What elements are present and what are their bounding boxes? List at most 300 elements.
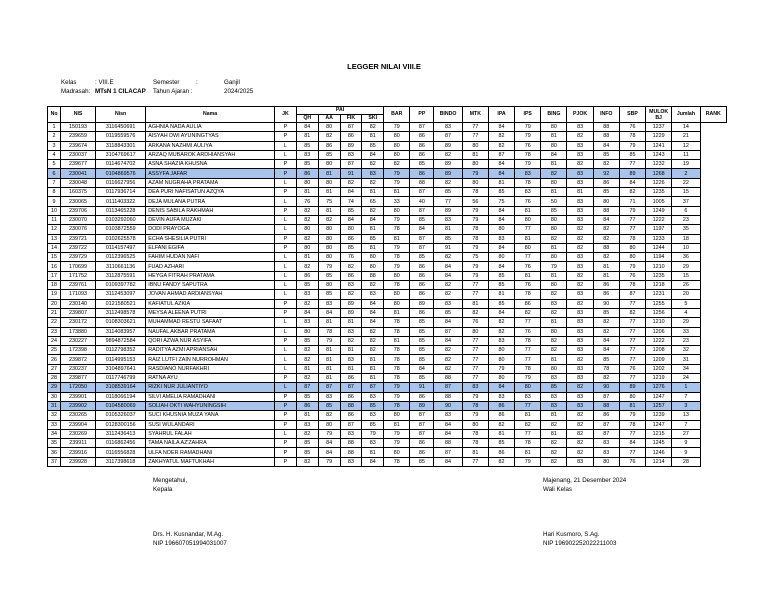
cell-nis: 230065 — [61, 197, 96, 206]
cell-mtk: 79 — [462, 411, 488, 420]
cell-info: 88 — [593, 206, 619, 215]
cell-nama: SYAHRUL FALAH — [146, 429, 275, 438]
cell-jk: P — [275, 123, 297, 132]
cell-ski: 83 — [362, 392, 384, 401]
cell-jk: P — [275, 439, 297, 448]
table-row — [48, 178, 727, 187]
cell-nama: ARZAQ MUBAROK ARDHIANSYAH — [146, 150, 275, 159]
cell-ips: 82 — [515, 308, 541, 317]
cell-mtk: 77 — [462, 281, 488, 290]
cell-pp: 86 — [410, 262, 434, 271]
cell-mulok: 1210 — [646, 318, 672, 327]
cell-qh: 82 — [296, 234, 318, 243]
cell-bar: 80 — [384, 290, 410, 299]
cell-nama: KAFIATUL AZKIA — [146, 299, 275, 308]
cell-bing: 81 — [541, 429, 567, 438]
cell-mulok: 1247 — [646, 392, 672, 401]
table-row — [48, 234, 727, 243]
cell-jumlah: 22 — [672, 178, 700, 187]
cell-qh: 85 — [296, 141, 318, 150]
cell-mtk: 77 — [462, 346, 488, 355]
cell-fik: 82 — [340, 262, 362, 271]
cell-ipa: 79 — [488, 364, 514, 373]
cell-pp: 85 — [410, 336, 434, 345]
cell-fik: 80 — [340, 225, 362, 234]
cell-sbp: 77 — [619, 336, 645, 345]
cell-aa: 82 — [318, 132, 340, 141]
cell-jumlah: 7 — [672, 420, 700, 429]
cell-ips: 81 — [515, 271, 541, 280]
cell-ipa: 80 — [488, 346, 514, 355]
cell-nama: ECHA SHESILIA PUTRI — [146, 234, 275, 243]
cell-sbp: 87 — [619, 290, 645, 299]
cell-nis: 150193 — [61, 123, 96, 132]
cell-pp: 86 — [410, 281, 434, 290]
cell-info: 88 — [593, 401, 619, 410]
cell-bindo: 83 — [434, 411, 462, 420]
cell-bing: 80 — [541, 364, 567, 373]
cell-ipa: 83 — [488, 234, 514, 243]
cell-ipa: 82 — [488, 132, 514, 141]
cell-nama: DODI PRAYOGA — [146, 225, 275, 234]
cell-bing: 82 — [541, 234, 567, 243]
cell-mtk: 77 — [462, 132, 488, 141]
cell-pjok: 83 — [567, 374, 593, 383]
cell-mtk: 80 — [462, 420, 488, 429]
cell-bing: 85 — [541, 383, 567, 392]
cell-nama: ARKANA NAZHMI AULIYA — [146, 141, 275, 150]
cell-info: 80 — [593, 457, 619, 466]
cell-info: 83 — [593, 439, 619, 448]
cell-ski: 82 — [362, 336, 384, 345]
cell-pp: 85 — [410, 346, 434, 355]
cell-ipa: 82 — [488, 457, 514, 466]
cell-ips: 78 — [515, 336, 541, 345]
cell-jk: P — [275, 234, 297, 243]
cell-pjok: 83 — [567, 178, 593, 187]
madrasah-value: MTsN 1 CILACAP — [95, 88, 146, 95]
cell-pp: 89 — [410, 401, 434, 410]
cell-jumlah: 18 — [672, 234, 700, 243]
cell-info: 84 — [593, 336, 619, 345]
homeroom-signature — [543, 476, 626, 548]
table-row — [48, 225, 727, 234]
cell-bar: 79 — [384, 169, 410, 178]
col-mulok: MULOK BJ — [646, 107, 672, 123]
cell-bindo: 83 — [434, 123, 462, 132]
cell-nis: 230048 — [61, 178, 96, 187]
cell-nisn: 3112498578 — [96, 308, 146, 317]
cell-nama: ZAKHYATUL MAFTUKHAH — [146, 457, 275, 466]
cell-ipa: 84 — [488, 383, 514, 392]
cell-ski: 80 — [362, 253, 384, 262]
cell-fik: 88 — [340, 448, 362, 457]
cell-ips: 76 — [515, 262, 541, 271]
cell-nis: 239916 — [61, 448, 96, 457]
cell-bindo: 84 — [434, 318, 462, 327]
table-row — [48, 318, 727, 327]
cell-info: 82 — [593, 374, 619, 383]
cell-mulok: 1005 — [646, 197, 672, 206]
cell-sbp: 77 — [619, 160, 645, 169]
cell-sbp: 80 — [619, 243, 645, 252]
cell-pp: 85 — [410, 327, 434, 336]
cell-mtk: 77 — [462, 364, 488, 373]
cell-sbp: 77 — [619, 215, 645, 224]
cell-ips: 81 — [515, 234, 541, 243]
cell-nis: 239706 — [61, 206, 96, 215]
grades-table — [47, 106, 727, 467]
cell-no: 37 — [48, 457, 61, 466]
cell-fik: 84 — [340, 215, 362, 224]
cell-nisn: 0112396525 — [96, 253, 146, 262]
cell-info: 82 — [593, 327, 619, 336]
cell-no: 14 — [48, 243, 61, 252]
cell-no: 2 — [48, 132, 61, 141]
cell-pp: 87 — [410, 206, 434, 215]
cell-ski: 84 — [362, 457, 384, 466]
cell-bing: 80 — [541, 178, 567, 187]
cell-qh: 76 — [296, 197, 318, 206]
cell-bindo: 84 — [434, 429, 462, 438]
cell-pp: 87 — [410, 123, 434, 132]
cell-bindo: 81 — [434, 225, 462, 234]
cell-bar: 79 — [384, 243, 410, 252]
table-row — [48, 448, 727, 457]
cell-aa: 84 — [318, 448, 340, 457]
cell-jumlah: 24 — [672, 374, 700, 383]
cell-mulok: 1247 — [646, 420, 672, 429]
cell-aa: 80 — [318, 160, 340, 169]
cell-pp: 85 — [410, 215, 434, 224]
cell-jumlah: 19 — [672, 160, 700, 169]
cell-pp: 85 — [410, 457, 434, 466]
cell-aa: 83 — [318, 299, 340, 308]
cell-ski: 85 — [362, 234, 384, 243]
cell-nisn: 0116556828 — [96, 448, 146, 457]
cell-mulok: 1231 — [646, 290, 672, 299]
cell-bing: 83 — [541, 374, 567, 383]
cell-mtk: 80 — [462, 327, 488, 336]
cell-aa: 81 — [318, 318, 340, 327]
tahun-value: 2024/2025 — [224, 88, 254, 95]
cell-aa: 80 — [318, 243, 340, 252]
cell-ipa: 84 — [488, 308, 514, 317]
cell-bar: 80 — [384, 411, 410, 420]
cell-bing: 50 — [541, 197, 567, 206]
cell-pjok: 81 — [567, 188, 593, 197]
cell-fik: 86 — [340, 234, 362, 243]
cell-ips: 82 — [515, 420, 541, 429]
cell-no: 18 — [48, 281, 61, 290]
cell-jk: L — [275, 290, 297, 299]
cell-no: 34 — [48, 429, 61, 438]
col-pjok: PJOK — [567, 107, 593, 123]
cell-mulok: 1202 — [646, 364, 672, 373]
cell-sbp: 78 — [619, 420, 645, 429]
cell-jumlah: 26 — [672, 281, 700, 290]
cell-ski: 81 — [362, 225, 384, 234]
cell-qh: 82 — [296, 262, 318, 271]
cell-jk: P — [275, 336, 297, 345]
cell-bindo: 87 — [434, 327, 462, 336]
cell-jk: P — [275, 160, 297, 169]
cell-ski: 83 — [362, 169, 384, 178]
cell-sbp: 79 — [619, 141, 645, 150]
cell-bar: 80 — [384, 132, 410, 141]
homeroom-name: Hari Kusmoro, S.Ag. — [543, 531, 600, 538]
cell-aa: 80 — [318, 123, 340, 132]
cell-pp: 86 — [410, 290, 434, 299]
cell-jumlah: 27 — [672, 429, 700, 438]
cell-nisn: 0113465228 — [96, 206, 146, 215]
cell-qh: 83 — [296, 150, 318, 159]
cell-sbp: 89 — [619, 169, 645, 178]
cell-no: 28 — [48, 374, 61, 383]
cell-bindo: 77 — [434, 197, 462, 206]
cell-nis: 239807 — [61, 308, 96, 317]
cell-mulok: 1249 — [646, 206, 672, 215]
header-row — [48, 107, 727, 115]
cell-aa: 81 — [318, 346, 340, 355]
cell-nisn: 0108303621 — [96, 318, 146, 327]
cell-mulok: 1226 — [646, 178, 672, 187]
cell-ski: 85 — [362, 420, 384, 429]
cell-sbp: 76 — [619, 364, 645, 373]
cell-bindo: 87 — [434, 132, 462, 141]
kelas-value: : VIII.E — [95, 79, 114, 86]
cell-nis: 239872 — [61, 355, 96, 364]
cell-ipa: 80 — [488, 225, 514, 234]
cell-bar: 78 — [384, 346, 410, 355]
semester-label: Semester — [153, 79, 180, 86]
cell-ips: 79 — [515, 457, 541, 466]
cell-bar: 82 — [384, 160, 410, 169]
cell-pp: 85 — [410, 318, 434, 327]
cell-nisn: 0112798352 — [96, 346, 146, 355]
kelas-label: Kelas — [61, 79, 77, 86]
cell-ski: 84 — [362, 150, 384, 159]
cell-pp: 88 — [410, 178, 434, 187]
cell-nama: AGHNIA NADA AULIA — [146, 123, 275, 132]
cell-mtk: 83 — [462, 383, 488, 392]
cell-aa: 84 — [318, 439, 340, 448]
cell-info: 87 — [593, 429, 619, 438]
cell-sbp: 80 — [619, 253, 645, 262]
cell-jk: L — [275, 215, 297, 224]
cell-pjok: 82 — [567, 383, 593, 392]
cell-ipa: 82 — [488, 318, 514, 327]
cell-qh: 85 — [296, 281, 318, 290]
cell-fik: 89 — [340, 308, 362, 317]
cell-mulok: 1256 — [646, 308, 672, 317]
cell-mtk: 78 — [462, 225, 488, 234]
place-date: Majenang, 21 Desember 2024 — [543, 477, 627, 484]
cell-jk: L — [275, 141, 297, 150]
cell-qh: 85 — [296, 439, 318, 448]
cell-pjok: 82 — [567, 160, 593, 169]
cell-ipa: 84 — [488, 169, 514, 178]
cell-bar: 79 — [384, 262, 410, 271]
cell-jumlah: 6 — [672, 206, 700, 215]
cell-pp: 85 — [410, 355, 434, 364]
cell-nisn: 0114157497 — [96, 243, 146, 252]
cell-mtk: 77 — [462, 457, 488, 466]
table-row — [48, 392, 727, 401]
cell-no: 24 — [48, 336, 61, 345]
cell-bing: 80 — [541, 225, 567, 234]
cell-fik: 82 — [340, 290, 362, 299]
cell-info: 82 — [593, 318, 619, 327]
cell-sbp: 76 — [619, 457, 645, 466]
cell-nisn: 0117746799 — [96, 374, 146, 383]
cell-ips: 77 — [515, 429, 541, 438]
cell-bar: 78 — [384, 225, 410, 234]
cell-bar: 78 — [384, 401, 410, 410]
cell-pjok: 82 — [567, 243, 593, 252]
cell-bing: 80 — [541, 327, 567, 336]
cell-fik: 81 — [340, 346, 362, 355]
cell-bing: 81 — [541, 318, 567, 327]
cell-mulok: 1237 — [646, 123, 672, 132]
cell-aa: 80 — [318, 281, 340, 290]
cell-pjok: 83 — [567, 262, 593, 271]
cell-ipa: 81 — [488, 178, 514, 187]
cell-fik: 82 — [340, 336, 362, 345]
cell-nama: MEYSA ALEENA PUTRI — [146, 308, 275, 317]
cell-qh: 84 — [296, 308, 318, 317]
cell-jk: L — [275, 318, 297, 327]
table-row — [48, 374, 727, 383]
cell-ips: 80 — [515, 243, 541, 252]
cell-jumlah: 34 — [672, 364, 700, 373]
cell-bing: 82 — [541, 439, 567, 448]
cell-no: 19 — [48, 290, 61, 299]
cell-mtk: 79 — [462, 243, 488, 252]
cell-nisn: 0114995153 — [96, 355, 146, 364]
cell-mtk: 79 — [462, 215, 488, 224]
semester-sep: : — [196, 79, 198, 86]
cell-jk: P — [275, 188, 297, 197]
cell-mulok: 1257 — [646, 401, 672, 410]
cell-bing: 82 — [541, 457, 567, 466]
cell-bindo: 88 — [434, 439, 462, 448]
cell-aa: 78 — [318, 327, 340, 336]
cell-aa: 82 — [318, 215, 340, 224]
col-rank: RANK — [700, 107, 726, 123]
grades-body — [48, 123, 727, 467]
cell-aa: 81 — [318, 355, 340, 364]
cell-info: 85 — [593, 355, 619, 364]
cell-no: 27 — [48, 364, 61, 373]
cell-bindo: 84 — [434, 271, 462, 280]
cell-ski: 81 — [362, 243, 384, 252]
cell-fik: 81 — [340, 318, 362, 327]
cell-pjok: 83 — [567, 336, 593, 345]
cell-fik: 86 — [340, 392, 362, 401]
cell-bindo: 82 — [434, 253, 462, 262]
cell-bing: 83 — [541, 401, 567, 410]
cell-pjok: 83 — [567, 197, 593, 206]
cell-no: 11 — [48, 215, 61, 224]
cell-mulok: 1246 — [646, 448, 672, 457]
cell-ski: 65 — [362, 197, 384, 206]
cell-bindo: 85 — [434, 234, 462, 243]
cell-bindo: 85 — [434, 308, 462, 317]
cell-bar: 78 — [384, 253, 410, 262]
cell-qh: 80 — [296, 178, 318, 187]
col-bindo: BINDO — [434, 107, 462, 123]
cell-qh: 82 — [296, 299, 318, 308]
cell-pjok: 83 — [567, 206, 593, 215]
cell-nis: 239721 — [61, 234, 96, 243]
cell-jumlah: 15 — [672, 271, 700, 280]
cell-pp: 86 — [410, 141, 434, 150]
cell-info: 92 — [593, 169, 619, 178]
cell-ips: 80 — [515, 215, 541, 224]
cell-ips: 77 — [515, 355, 541, 364]
cell-fik: 83 — [340, 281, 362, 290]
cell-bing: 80 — [541, 281, 567, 290]
col-nis: NIS — [61, 107, 96, 123]
cell-mtk: 79 — [462, 206, 488, 215]
cell-qh: 86 — [296, 271, 318, 280]
cell-ipa: 85 — [488, 281, 514, 290]
cell-qh: 85 — [296, 392, 318, 401]
cell-pp: 89 — [410, 299, 434, 308]
cell-bindo: 88 — [434, 374, 462, 383]
cell-ski: 82 — [362, 206, 384, 215]
cell-bar: 79 — [384, 215, 410, 224]
cell-info: 90 — [593, 383, 619, 392]
cell-sbp: 82 — [619, 308, 645, 317]
cell-sbp: 82 — [619, 188, 645, 197]
cell-nisn: 3104897641 — [96, 364, 146, 373]
cell-bing: 81 — [541, 160, 567, 169]
cell-mulok: 1276 — [646, 383, 672, 392]
cell-mtk: 81 — [462, 299, 488, 308]
cell-pjok: 82 — [567, 234, 593, 243]
principal-nip: NIP 196607051994031007 — [153, 540, 227, 547]
cell-pp: 86 — [410, 392, 434, 401]
cell-nis: 172050 — [61, 383, 96, 392]
cell-nama: DEVIN AUFA MUZAKI — [146, 215, 275, 224]
cell-pp: 86 — [410, 271, 434, 280]
cell-ipa: 85 — [488, 188, 514, 197]
cell-qh: 83 — [296, 290, 318, 299]
cell-ski: 87 — [362, 383, 384, 392]
cell-fik: 76 — [340, 253, 362, 262]
cell-ski: 82 — [362, 281, 384, 290]
cell-jk: L — [275, 355, 297, 364]
cell-jumlah: 23 — [672, 336, 700, 345]
table-row — [48, 253, 727, 262]
cell-bing: 80 — [541, 141, 567, 150]
cell-mulok: 1229 — [646, 132, 672, 141]
cell-nisn: 0109397782 — [96, 281, 146, 290]
cell-qh: 82 — [296, 429, 318, 438]
cell-jumlah: 7 — [672, 392, 700, 401]
cell-ski: 82 — [362, 346, 384, 355]
cell-nisn: 0116862456 — [96, 439, 146, 448]
cell-pp: 87 — [410, 420, 434, 429]
col-nisn: Nisn — [96, 107, 146, 123]
cell-pjok: 83 — [567, 141, 593, 150]
cell-mulok: 1194 — [646, 253, 672, 262]
cell-nisn: 3116450691 — [96, 123, 146, 132]
cell-pp: 84 — [410, 364, 434, 373]
cell-qh: 86 — [296, 169, 318, 178]
